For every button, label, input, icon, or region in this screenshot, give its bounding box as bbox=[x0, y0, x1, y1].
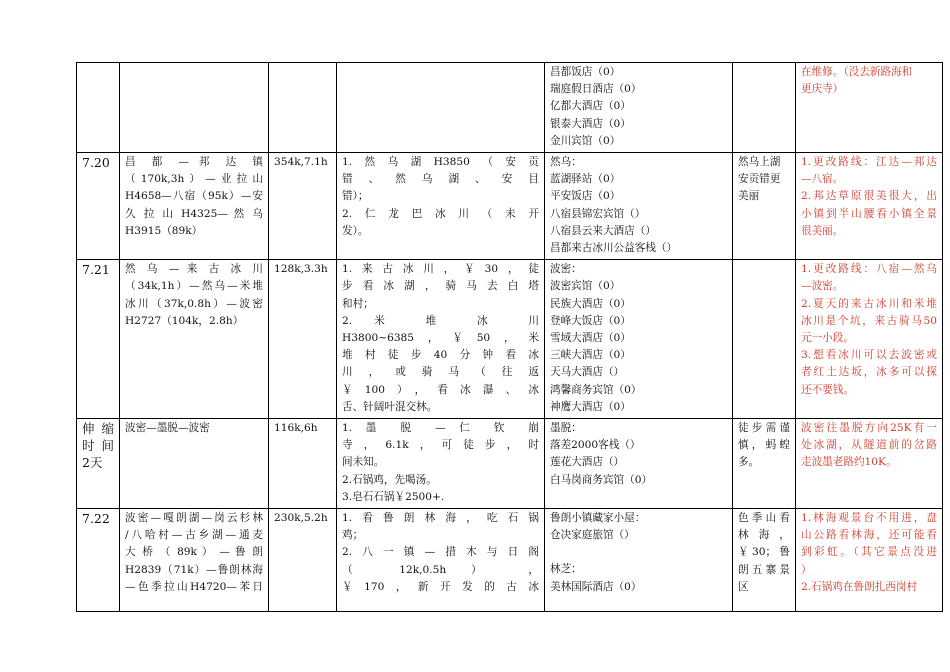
hotel-line: 波密宾馆（0） bbox=[550, 280, 621, 293]
notes-cell bbox=[796, 260, 943, 419]
sight-line: ￥170，新开发的古冰 bbox=[342, 580, 539, 593]
hotel-spacer bbox=[550, 544, 727, 561]
remark-cell bbox=[733, 419, 796, 509]
hotel-line: 白马岗商务宾馆（0） bbox=[550, 473, 653, 486]
route-line: 波密—墨脱—波密 bbox=[125, 422, 210, 435]
route-line: 昌 都 — 邦 达 镇 bbox=[125, 156, 263, 169]
table-row bbox=[77, 63, 943, 153]
hotel-line: 银泰大酒店（0） bbox=[550, 117, 631, 130]
date-cell: 7.22 bbox=[77, 509, 120, 612]
note-line: 者红土达坂，冰多可以探 bbox=[801, 366, 937, 379]
remark-cell bbox=[733, 260, 796, 419]
sight-line: 发）。 bbox=[342, 224, 369, 237]
sights-cell bbox=[337, 63, 545, 153]
hotels-cell bbox=[545, 63, 733, 153]
remark-cell bbox=[733, 63, 796, 153]
sight-line: 鸡； bbox=[342, 529, 364, 542]
note-line: 2.邦达草原很美很大，出 bbox=[801, 190, 937, 203]
hotel-line: 亿都大酒店（0） bbox=[550, 100, 631, 113]
note-line: 到彩虹。（其它景点没进 bbox=[801, 546, 937, 559]
hotel-line: 美林国际酒店（0） bbox=[550, 580, 642, 593]
sight-line: 2. 米 堆 冰 川 bbox=[342, 314, 539, 327]
distance-cell: 230k,5.2h bbox=[269, 509, 337, 612]
remark-text: 色季山看林海，￥30；鲁朗五寨景区 bbox=[738, 512, 790, 593]
sight-line: 间未知。 bbox=[342, 456, 385, 469]
note-line: 1.更改路线：江达—邦达 bbox=[801, 156, 937, 169]
date-line: 2天 bbox=[82, 455, 103, 471]
table-row bbox=[77, 509, 943, 612]
sight-line: 寺，6.1k，可徒步，时 bbox=[342, 439, 539, 452]
date-line: 时 间 bbox=[82, 438, 114, 454]
note-line: —八宿。 bbox=[801, 173, 844, 186]
route-line: H4658—八宿（95k）—安 bbox=[125, 190, 263, 203]
hotel-line: 天马大酒店（） bbox=[550, 366, 625, 379]
hotel-line: 蓝湖驿站（0） bbox=[550, 173, 621, 186]
sights-cell bbox=[337, 509, 545, 612]
sight-line: ￥100），看冰瀑、冰 bbox=[342, 383, 539, 396]
hotel-line: 鲁朗小镇藏家小屋： bbox=[550, 512, 646, 525]
route-line: 大 桥 （ 89k ） — 鲁 朗 bbox=[125, 546, 263, 559]
route-line: （34k,1h）—然乌—米堆 bbox=[125, 280, 263, 293]
hotels-cell bbox=[545, 153, 733, 260]
hotel-line: 墨脱： bbox=[550, 422, 582, 435]
note-line: 很美丽。 bbox=[801, 224, 844, 237]
note-line: 冰川是个坑，来古骑马50 bbox=[801, 314, 937, 327]
remark-text: 徒步需谨慎，蚂蝗多。 bbox=[738, 422, 790, 469]
sight-line: 错）； bbox=[342, 190, 369, 203]
hotel-line: 莲花大酒店（） bbox=[550, 456, 625, 469]
sight-line: 2.八一镇—措木与日阁 bbox=[342, 546, 539, 559]
route-line: H3915（89k） bbox=[125, 224, 203, 237]
route-line: —色季拉山H4720—苯日 bbox=[125, 580, 263, 593]
note-line: 2.夏天的来古冰川和米堆 bbox=[801, 297, 937, 310]
route-line: 然 乌 — 来 古 冰 川 bbox=[125, 263, 263, 276]
hotel-line: 波密： bbox=[550, 263, 582, 276]
note-line: 2.石锅鸡在鲁朗扎西岗村 bbox=[801, 580, 918, 593]
hotel-line: 民族大酒店（0） bbox=[550, 297, 631, 310]
route-line: H2839（71k）—鲁朗林海 bbox=[125, 563, 263, 576]
route-line: 冰川（37k,0.8h）—波密 bbox=[125, 297, 263, 310]
route-cell bbox=[120, 419, 269, 509]
notes-cell bbox=[796, 63, 943, 153]
sight-line: （ 12k,0.5h ） ， bbox=[342, 563, 539, 576]
date-cell: 7.21 bbox=[77, 260, 120, 419]
distance-cell bbox=[269, 63, 337, 153]
hotels-cell bbox=[545, 260, 733, 419]
route-line: 波密—嘎朗湖—岗云杉林 bbox=[125, 512, 263, 525]
distance-cell: 128k,3.3h bbox=[269, 260, 337, 419]
sight-line: 堆村徒步40分钟看冰 bbox=[342, 349, 539, 362]
sight-line: 3.皂石石锅￥2500+. bbox=[342, 490, 445, 503]
route-line: 久 拉 山 H4325— 然 乌 bbox=[125, 207, 263, 220]
date-line: 伸缩 bbox=[82, 421, 114, 437]
hotel-line: 昌都饭店（0） bbox=[550, 66, 621, 78]
sight-line: 1. 墨 脱 — 仁 钦 崩 bbox=[342, 422, 539, 435]
date-cell bbox=[77, 63, 120, 153]
note-line: 处冰湖，从隧道前的岔路 bbox=[801, 439, 937, 452]
hotel-line: 瑞庭假日酒店（0） bbox=[550, 83, 642, 96]
route-line: /八哈村—古乡湖—通麦 bbox=[125, 529, 263, 542]
table-row bbox=[77, 419, 943, 509]
route-cell bbox=[120, 509, 269, 612]
hotels-cell bbox=[545, 419, 733, 509]
hotel-line: 雪域大酒店（0） bbox=[550, 332, 631, 345]
hotel-line: 神鹰大酒店（0） bbox=[550, 400, 631, 413]
note-line: 元一小段。 bbox=[801, 332, 854, 345]
note-line: 走波墨老路约10K。 bbox=[801, 456, 897, 469]
hotel-line: 八宿县锦宏宾馆（） bbox=[550, 207, 646, 220]
remark-cell: 然乌上湖安贡错更美丽 bbox=[733, 153, 796, 260]
hotel-line: 然乌： bbox=[550, 156, 582, 169]
sight-line: 2.仁龙巴冰川（未开 bbox=[342, 207, 539, 220]
note-line: 1.林海观景台不用进，盘 bbox=[801, 512, 937, 525]
sight-line: 1.来古冰川，￥30，徒 bbox=[342, 263, 539, 276]
note-line: 在维修。（没去新路海和 bbox=[801, 66, 913, 78]
itinerary-table bbox=[76, 62, 943, 612]
route-cell bbox=[120, 153, 269, 260]
sight-line: 和村； bbox=[342, 297, 374, 310]
note-line: 小镇到半山腰看小镇全景 bbox=[801, 207, 937, 220]
hotel-line: 仓决家庭旅馆（） bbox=[550, 529, 635, 542]
notes-cell bbox=[796, 419, 943, 509]
hotel-line: 八宿县云来大酒店（） bbox=[550, 224, 656, 237]
note-line: 还不要钱。 bbox=[801, 383, 854, 396]
hotel-line: 三峡大酒店（0） bbox=[550, 349, 631, 362]
date-cell: 7.20 bbox=[77, 153, 120, 260]
note-line: ） bbox=[801, 563, 812, 576]
hotel-line: 鸿馨商务宾馆（0） bbox=[550, 383, 642, 396]
sight-line: 1.看鲁朗林海，吃石锅 bbox=[342, 512, 539, 525]
note-line: —波密。 bbox=[801, 280, 844, 293]
note-line: 3.想看冰川可以去波密或 bbox=[801, 349, 937, 362]
hotel-line: 林芝： bbox=[550, 563, 582, 576]
note-line: 波密往墨脱方向25K有一 bbox=[801, 422, 937, 435]
sight-line: 舌、针阔叶混交林。 bbox=[342, 400, 438, 413]
note-line: 山公路看林海，还可能看 bbox=[801, 529, 937, 542]
notes-cell bbox=[796, 153, 943, 260]
hotel-line: 平安饭店（0） bbox=[550, 190, 621, 203]
table-row bbox=[77, 153, 943, 260]
sight-line: 错、然乌湖、安目 bbox=[342, 173, 539, 186]
hotels-cell bbox=[545, 509, 733, 612]
hotel-line: 登峰大饭店（0） bbox=[550, 314, 631, 327]
sight-line: 1.然乌湖H3850（安贡 bbox=[342, 156, 539, 169]
sights-cell bbox=[337, 419, 545, 509]
route-cell bbox=[120, 260, 269, 419]
distance-cell: 354k,7.1h bbox=[269, 153, 337, 260]
route-line: H2727（104k，2.8h） bbox=[125, 314, 244, 327]
note-line: 1.更改路线：八宿—然乌 bbox=[801, 263, 937, 276]
table-row bbox=[77, 260, 943, 419]
hotel-line: 昌都来古冰川公益客栈（） bbox=[550, 242, 678, 255]
route-line: （170k,3h）—业拉山 bbox=[125, 173, 263, 186]
hotel-line: 金川宾馆（0） bbox=[550, 134, 621, 147]
sight-line: 2.石锅鸡，先喝汤。 bbox=[342, 473, 437, 486]
sight-line: 步看冰湖，骑马去白塔 bbox=[342, 280, 539, 293]
sight-line: 川 ， 或 骑 马 （ 往 返 bbox=[342, 366, 539, 379]
route-cell bbox=[120, 63, 269, 153]
distance-cell: 116k,6h bbox=[269, 419, 337, 509]
remark-cell bbox=[733, 509, 796, 612]
date-cell bbox=[77, 419, 120, 509]
note-line: 更庆寺） bbox=[801, 83, 844, 96]
sight-line: H3800~6385，￥50，米 bbox=[342, 332, 539, 345]
sights-cell bbox=[337, 260, 545, 419]
notes-cell bbox=[796, 509, 943, 612]
hotel-line: 落差2000客栈（） bbox=[550, 439, 641, 452]
sights-cell bbox=[337, 153, 545, 260]
